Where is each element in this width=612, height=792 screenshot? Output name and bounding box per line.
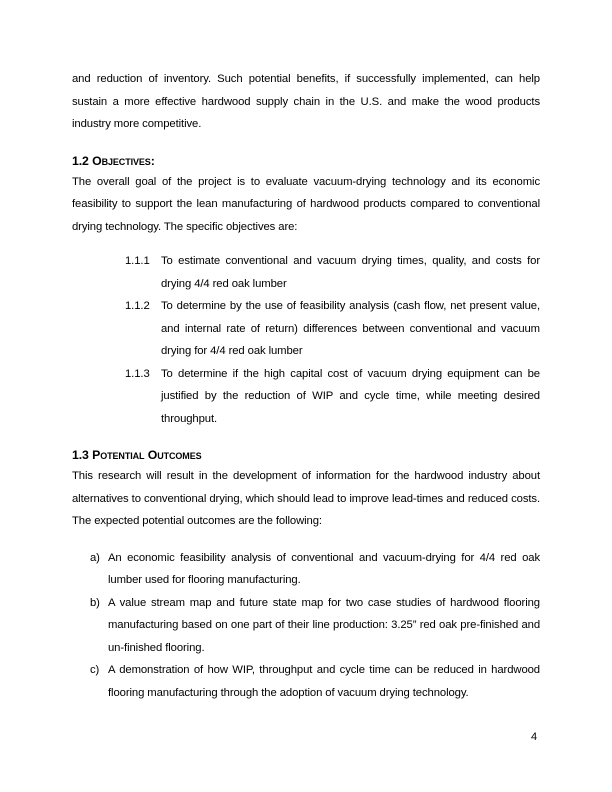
objectives-heading [72, 153, 540, 169]
objectives-heading-title: Objectives: [92, 153, 155, 168]
objectives-body: The overall goal of the project is to evaluate vacuum-drying technology and its economic feasibility to support the lean manufacturing of hardwood products compared to conventional drying technology. The specific objectives are: [72, 175, 540, 233]
objective-item [72, 250, 540, 295]
objectives-heading-number: 1.2 [72, 153, 89, 168]
objective-item [72, 295, 540, 363]
objective-text: To estimate conventional and vacuum drying times, quality, and costs for drying 4/4 red oak lumber [161, 255, 540, 290]
document-page [72, 68, 540, 704]
outcome-letter: b) [90, 596, 100, 609]
outcome-letter: a) [90, 551, 100, 564]
page-number: 4 [531, 731, 538, 743]
outcome-letter: c) [90, 664, 100, 676]
objectives-list [72, 250, 540, 430]
outcomes-list [72, 547, 540, 705]
outcome-text: A demonstration of how WIP, throughput and cycle time can be reduced in hardwood flooring manufacturing through the adoption of vacuum drying technology. [108, 664, 540, 699]
intro-paragraph: and reduction of inventory. Such potential benefits, if successfully implemented, can help sustain a more effective hardwood supply chain in the U.S. and make the wood products industry more competitive. [72, 73, 540, 130]
outcomes-heading [72, 447, 540, 463]
objective-text: To determine if the high capital cost of vacuum drying equipment can be justified by the reduction of WIP and cycle time, while meeting desired throughput. [161, 367, 540, 425]
objective-text: To determine by the use of feasibility analysis (cash flow, net present value, and internal rate of return) differences between conventional and vacuum drying for 4/4 red oak lumber [161, 300, 540, 357]
outcome-item [72, 659, 540, 704]
objective-number: 1.1.3 [125, 367, 150, 380]
outcome-item [72, 547, 540, 592]
outcomes-heading-number: 1.3 [72, 448, 89, 462]
objective-number: 1.1.1 [125, 255, 150, 267]
objective-item [72, 363, 540, 431]
outcomes-body: This research will result in the development of information for the hardwood industry about alternatives to conventional drying, which should lead to improve lead-times and reduced costs. The expected potential outcomes are the following: [72, 470, 540, 527]
outcome-text: A value stream map and future state map for two case studies of hardwood flooring manufacturing based on one part of their line production: 3.25” red oak pre-finished and un-finished flooring. [108, 596, 540, 654]
outcomes-heading-title: Potential Outcomes [92, 448, 202, 462]
outcome-text: An economic feasibility analysis of conventional and vacuum-drying for 4/4 red oak lumber used for flooring manufacturing. [108, 551, 540, 586]
objective-number: 1.1.2 [125, 300, 150, 312]
outcome-item [72, 592, 540, 660]
